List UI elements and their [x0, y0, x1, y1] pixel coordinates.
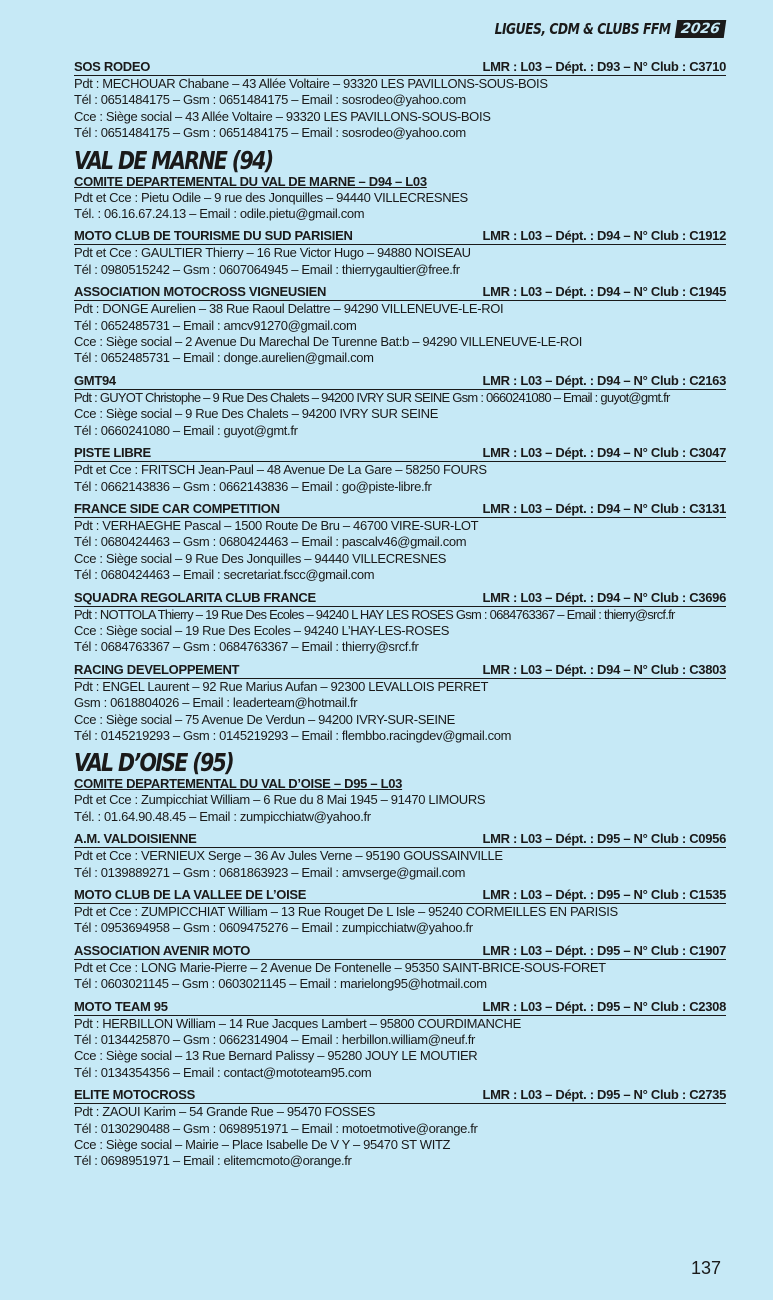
entry-detail-line: Tél. : 01.64.90.48.45 – Email : zumpicchiatw@yahoo.fr: [74, 808, 371, 824]
entry-detail-line: Cce : Siège social – 13 Rue Bernard Palissy – 95280 JOUY LE MOUTIER: [74, 1048, 478, 1064]
entry-detail-line: Tél : 0660241080 – Email : guyot@gmt.fr: [74, 422, 298, 438]
entry-detail-line: Tél : 0134354356 – Email : contact@mototeam95.com: [74, 1064, 372, 1080]
club-name: RACING DEVELOPPEMENT: [74, 661, 240, 677]
club-entry: [74, 831, 726, 881]
entry-detail-line: Cce : Siège social – 2 Avenue Du Marechal De Turenne Bat:b – 94290 VILLENEUVE-LE-ROI: [74, 334, 582, 350]
entry-detail-line: Cce : Siège social – 9 Rue Des Jonquilles – 94440 VILLECRESNES: [74, 550, 447, 566]
club-entry: [74, 501, 726, 584]
entry-detail-line: Pdt et Cce : ZUMPICCHIAT William – 13 Rue Rouget De L Isle – 95240 CORMEILLES EN PARISIS: [74, 904, 618, 919]
club-code: LMR : L03 – Dépt. : D95 – N° Club : C1907: [482, 942, 726, 958]
entry-detail-line: Cce : Siège social – 75 Avenue De Verdun – 94200 IVRY-SUR-SEINE: [74, 711, 455, 727]
club-entry: [74, 999, 726, 1082]
committee-name: COMITE DEPARTEMENTAL DU VAL D’OISE – D95 – L03: [74, 776, 403, 792]
club-entry: [74, 373, 726, 439]
entry-detail-line: Pdt : ZAOUI Karim – 54 Grande Rue – 95470 FOSSES: [74, 1104, 376, 1120]
entry-detail-line: Tél : 0130290488 – Gsm : 0698951971 – Email : motoetmotive@orange.fr: [74, 1120, 478, 1136]
entry-detail-line: Tél : 0953694958 – Gsm : 0609475276 – Email : zumpicchiatw@yahoo.fr: [74, 920, 473, 936]
entry-detail-line: Pdt et Cce : Zumpicchiat William – 6 Rue du 8 Mai 1945 – 91470 LIMOURS: [74, 792, 486, 808]
club-header-row: [74, 943, 726, 960]
club-entry: [74, 943, 726, 993]
entry-detail-line: Cce : Siège social – 43 Allée Voltaire – 93320 LES PAVILLONS-SOUS-BOIS: [74, 108, 491, 124]
entry-detail-line: Cce : Siège social – Mairie – Place Isabelle De V Y – 95470 ST WITZ: [74, 1137, 451, 1153]
club-name: A.M. VALDOISIENNE: [74, 831, 197, 847]
committee-name: COMITE DEPARTEMENTAL DU VAL DE MARNE – D94 – L03: [74, 173, 427, 189]
entry-detail-line: Pdt : NOTTOLA Thierry – 19 Rue Des Ecoles – 94240 L HAY LES ROSES Gsm : 0684763367 – Email : thierry@srcf.fr: [74, 606, 675, 622]
club-name: FRANCE SIDE CAR COMPETITION: [74, 500, 280, 516]
club-code: LMR : L03 – Dépt. : D95 – N° Club : C0956: [482, 831, 726, 847]
entry-detail-line: Tél. : 06.16.67.24.13 – Email : odile.pietu@gmail.com: [74, 206, 365, 222]
club-name: SQUADRA REGOLARITA CLUB FRANCE: [74, 589, 316, 605]
club-code: LMR : L03 – Dépt. : D94 – N° Club : C1945: [482, 284, 726, 300]
entry-detail-line: Gsm : 0618804026 – Email : leaderteam@hotmail.fr: [74, 695, 358, 711]
club-header-row: [74, 59, 726, 76]
club-entry: [74, 284, 726, 367]
club-code: LMR : L03 – Dépt. : D94 – N° Club : C2163: [482, 372, 726, 388]
club-entry: [74, 59, 726, 142]
club-header-row: [74, 228, 726, 245]
entry-detail-line: Pdt : GUYOT Christophe – 9 Rue Des Chalets – 94200 IVRY SUR SEINE Gsm : 0660241080 – Email : guyot@gmt.fr: [74, 389, 670, 405]
club-name: ASSOCIATION MOTOCROSS VIGNEUSIEN: [74, 284, 327, 300]
club-header-row: [74, 590, 726, 607]
entry-detail-line: Tél : 0980515242 – Gsm : 0607064945 – Email : thierrygaultier@free.fr: [74, 261, 460, 277]
club-entry: [74, 445, 726, 495]
entry-detail-line: Pdt et Cce : VERNIEUX Serge – 36 Av Jules Verne – 95190 GOUSSAINVILLE: [74, 848, 503, 864]
header-year-badge: 2026: [675, 20, 726, 38]
club-code: LMR : L03 – Dépt. : D93 – N° Club : C3710: [482, 59, 726, 74]
club-header-row: [74, 373, 726, 390]
club-entry: [74, 590, 726, 656]
club-name: ASSOCIATION AVENIR MOTO: [74, 942, 251, 958]
club-code: LMR : L03 – Dépt. : D94 – N° Club : C3803: [482, 661, 726, 677]
page-number: 137: [690, 1258, 721, 1278]
entry-detail-line: Tél : 0134425870 – Gsm : 0662314904 – Email : herbillon.william@neuf.fr: [74, 1032, 475, 1048]
club-name: SOS RODEO: [74, 59, 151, 74]
club-code: LMR : L03 – Dépt. : D94 – N° Club : C3131: [482, 500, 726, 516]
entry-detail-line: Pdt : ENGEL Laurent – 92 Rue Marius Aufan – 92300 LEVALLOIS PERRET: [74, 678, 489, 694]
club-entry: [74, 228, 726, 278]
entry-detail-line: Tél : 0652485731 – Email : donge.aurelien@gmail.com: [74, 350, 374, 366]
entry-detail-line: Cce : Siège social – 9 Rue Des Chalets – 94200 IVRY SUR SEINE: [74, 406, 439, 422]
club-header-row: [74, 1087, 726, 1104]
entry-detail-line: Tél : 0680424463 – Gsm : 0680424463 – Email : pascalv46@gmail.com: [74, 534, 467, 550]
section-title: VAL D’OISE (95): [74, 748, 233, 778]
club-name: MOTO CLUB DE TOURISME DU SUD PARISIEN: [74, 228, 353, 244]
club-code: LMR : L03 – Dépt. : D95 – N° Club : C1535: [482, 887, 726, 902]
club-header-row: [74, 501, 726, 518]
club-entry: [74, 887, 726, 937]
entry-detail-line: Pdt : VERHAEGHE Pascal – 1500 Route De Bru – 46700 VIRE-SUR-LOT: [74, 517, 479, 533]
club-code: LMR : L03 – Dépt. : D94 – N° Club : C3047: [482, 445, 726, 461]
entry-detail-line: Pdt et Cce : LONG Marie-Pierre – 2 Avenue De Fontenelle – 95350 SAINT-BRICE-SOUS-FORET: [74, 959, 606, 975]
header-title: LIGUES, CDM & CLUBS FFM: [494, 20, 671, 38]
entry-detail-line: Cce : Siège social – 19 Rue Des Ecoles – 94240 L’HAY-LES-ROSES: [74, 622, 450, 638]
club-code: LMR : L03 – Dépt. : D94 – N° Club : C1912: [482, 228, 726, 244]
club-entry: [74, 662, 726, 745]
club-header-row: [74, 445, 726, 462]
club-code: LMR : L03 – Dépt. : D95 – N° Club : C2308: [482, 998, 726, 1014]
directory-content: [74, 59, 726, 1176]
page-header: [456, 20, 726, 38]
entry-detail-line: Tél : 0680424463 – Email : secretariat.fscc@gmail.com: [74, 567, 375, 583]
committee-entry: [74, 776, 726, 825]
entry-detail-line: Tél : 0145219293 – Gsm : 0145219293 – Email : flembbo.racingdev@gmail.com: [74, 727, 512, 743]
club-name: PISTE LIBRE: [74, 445, 151, 461]
entry-detail-line: Tél : 0662143836 – Gsm : 0662143836 – Email : go@piste-libre.fr: [74, 478, 432, 494]
club-name: GMT94: [74, 372, 116, 388]
club-code: LMR : L03 – Dépt. : D94 – N° Club : C3696: [482, 589, 726, 605]
entry-detail-line: Tél : 0684763367 – Gsm : 0684763367 – Email : thierry@srcf.fr: [74, 639, 419, 655]
club-name: MOTO TEAM 95: [74, 998, 168, 1014]
entry-detail-line: Pdt et Cce : GAULTIER Thierry – 16 Rue Victor Hugo – 94880 NOISEAU: [74, 245, 471, 261]
entry-detail-line: Pdt et Cce : FRITSCH Jean-Paul – 48 Avenue De La Gare – 58250 FOURS: [74, 462, 487, 478]
entry-detail-line: Pdt et Cce : Pietu Odile – 9 rue des Jonquilles – 94440 VILLECRESNES: [74, 189, 468, 205]
entry-detail-line: Tél : 0652485731 – Email : amcv91270@gmail.com: [74, 317, 357, 333]
section-title: VAL DE MARNE (94): [74, 145, 273, 175]
entry-detail-line: Pdt : MECHOUAR Chabane – 43 Allée Voltaire – 93320 LES PAVILLONS-SOUS-BOIS: [74, 76, 548, 91]
entry-detail-line: Tél : 0139889271 – Gsm : 0681863923 – Email : amvserge@gmail.com: [74, 864, 466, 880]
club-entry: [74, 1087, 726, 1170]
entry-detail-line: Tél : 0698951971 – Email : elitemcmoto@orange.fr: [74, 1153, 352, 1169]
club-header-row: [74, 887, 726, 904]
entry-detail-line: Tél : 0651484175 – Gsm : 0651484175 – Email : sosrodeo@yahoo.com: [74, 92, 466, 108]
club-name: MOTO CLUB DE LA VALLEE DE L’OISE: [74, 887, 307, 902]
club-code: LMR : L03 – Dépt. : D95 – N° Club : C2735: [482, 1087, 726, 1103]
club-name: ELITE MOTOCROSS: [74, 1087, 195, 1103]
club-header-row: [74, 999, 726, 1016]
entry-detail-line: Pdt : DONGE Aurelien – 38 Rue Raoul Delattre – 94290 VILLENEUVE-LE-ROI: [74, 301, 504, 317]
entry-detail-line: Tél : 0651484175 – Gsm : 0651484175 – Email : sosrodeo@yahoo.com: [74, 125, 466, 141]
committee-entry: [74, 174, 726, 223]
club-header-row: [74, 831, 726, 848]
club-header-row: [74, 284, 726, 301]
entry-detail-line: Tél : 0603021145 – Gsm : 0603021145 – Email : marielong95@hotmail.com: [74, 976, 487, 992]
entry-detail-line: Pdt : HERBILLON William – 14 Rue Jacques Lambert – 95800 COURDIMANCHE: [74, 1015, 521, 1031]
club-header-row: [74, 662, 726, 679]
